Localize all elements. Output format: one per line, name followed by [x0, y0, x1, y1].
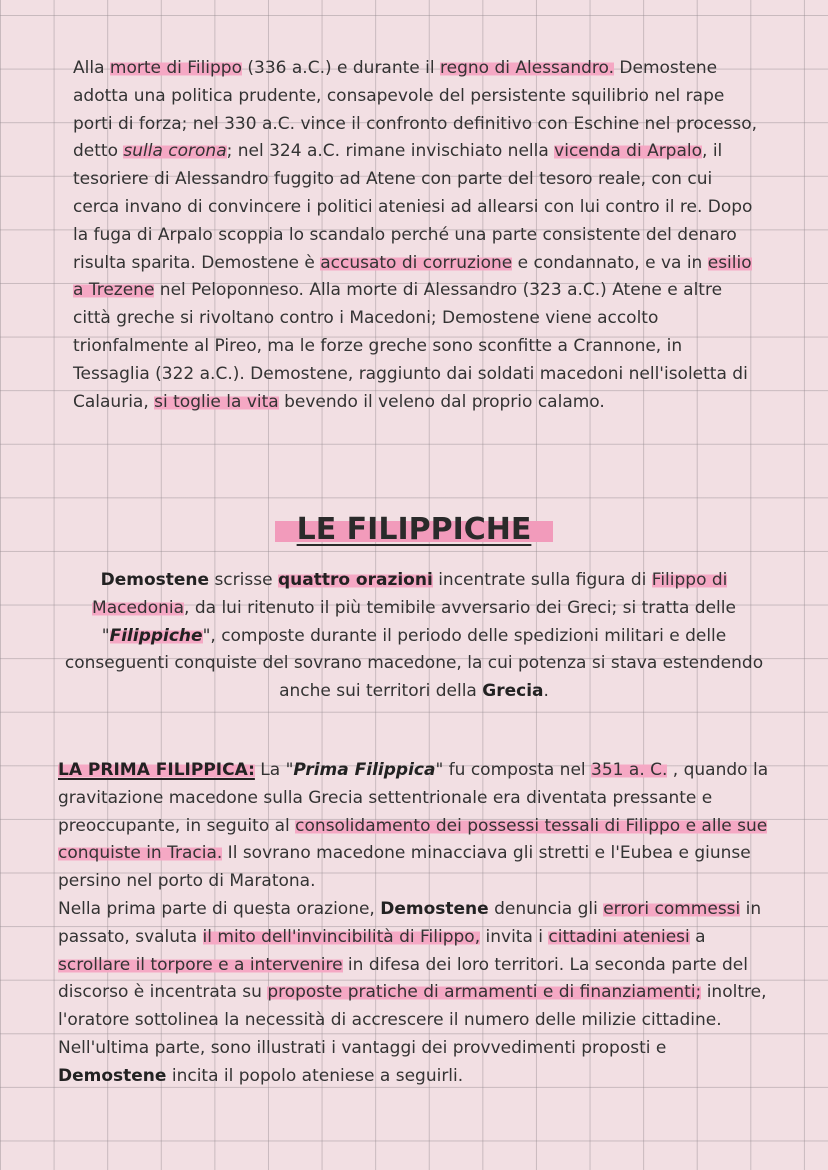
highlight: scrollare il torpore e a intervenire	[58, 954, 343, 975]
highlight: sulla corona	[123, 141, 227, 162]
text: Nella prima parte di questa orazione,	[58, 898, 381, 919]
highlight: cittadini ateniesi	[548, 926, 690, 947]
highlight: il mito dell'invincibilità di Filippo,	[202, 926, 481, 947]
bold-text: Demostene	[58, 1065, 167, 1086]
highlight: consolidamento dei possessi tessali di Filippo e alle sue conquiste in Tracia.	[58, 815, 768, 864]
highlight: Filippo di Macedonia	[92, 570, 728, 618]
text: ", composte durante il periodo delle spedizioni militari e delle conseguenti conquiste del sovrano macedone, la cui potenza si stava estendendo anche sui territori della	[64, 625, 764, 702]
text: La "	[254, 760, 294, 780]
text: bevendo il veleno dal proprio calamo.	[278, 391, 605, 412]
paragraph-prima-filippica	[58, 757, 770, 1091]
highlight: accusato di corruzione	[320, 252, 513, 273]
italic-title: Prima Filippica	[293, 760, 436, 780]
highlight: Filippiche	[109, 625, 203, 646]
text: (336 a.C.) e durante il	[242, 58, 441, 78]
highlight: morte di Filippo	[109, 58, 242, 78]
highlight: regno di Alessandro.	[440, 58, 615, 78]
text: , da lui ritenuto il più temibile avversario dei Greci; si tratta delle "	[101, 597, 736, 646]
text: , quando la gravitazione macedone sulla Grecia settentrionale era diventata pressante e preoccupante, in seguito al	[58, 760, 769, 836]
text: incita il popolo ateniese a seguirli.	[166, 1065, 464, 1086]
text: " fu composta nel	[435, 760, 592, 780]
text: e condannato, e va in	[512, 252, 708, 273]
text: .	[543, 681, 549, 702]
text: in difesa dei loro territori. La seconda parte del discorso è incentrata su	[58, 954, 748, 1003]
text: scrisse	[209, 570, 278, 590]
bold-text: Demostene	[100, 570, 210, 590]
text: Demostene adotta una politica prudente, consapevole del persistente squilibrio nel rape porti di forza; nel 330 a.C. vince il confronto definitivo con Eschine nel processo, detto	[73, 58, 758, 162]
text: invita i	[480, 926, 549, 947]
title-wrapper	[0, 510, 828, 549]
text: inoltre, l'oratore sottolinea la necessità di accrescere il numero delle milizie cittadine. Nell'ultima parte, sono illustrati i vantaggi dei provvedimenti proposti e	[58, 982, 767, 1058]
highlight: quattro orazioni	[277, 570, 433, 590]
paragraph-filippiche-intro	[60, 567, 768, 706]
bold-text: Grecia	[482, 681, 544, 702]
highlight: esilio a Trezene	[73, 252, 752, 301]
text: in passato, svaluta	[58, 898, 762, 947]
text: incentrate sulla figura di	[432, 570, 652, 590]
text: nel Peloponneso. Alla morte di Alessandro (323 a.C.) Atene e altre città greche si rivoltano contro i Macedoni; Demostene viene accolto trionfalmente al Pireo, ma le forze greche sono sconfitte a Crannone, in Tessaglia (322 a.C.). Demostene, raggiunto dai soldati macedoni nell'isoletta di Calauria,	[73, 280, 748, 412]
page-title: LE FILIPPICHE	[275, 510, 554, 549]
highlight: si toglie la vita	[154, 391, 279, 412]
text: denuncia gli	[488, 898, 604, 919]
text: ; nel 324 a.C. rimane invischiato nella	[226, 141, 555, 162]
text: , il tesoriere di Alessandro fuggito ad Atene con parte del tesoro reale, con cui cerca invano di convincere i politici ateniesi ad allearsi con lui contro il re. Dopo la fuga di Arpalo scoppia lo scandalo perché una parte consistente del denaro risulta sparita. Demostene è	[73, 141, 753, 273]
highlight: vicenda di Arpalo	[554, 141, 703, 162]
highlight: proposte pratiche di armamenti e di finanziamenti;	[267, 982, 702, 1003]
paragraph-demostene-biografia	[73, 55, 763, 416]
section-heading: LA PRIMA FILIPPICA:	[58, 760, 255, 780]
text: Il sovrano macedone minacciava gli stretti e l'Eubea e giunse persino nel porto di Maratona.	[58, 843, 751, 892]
highlight: errori commessi	[603, 898, 741, 919]
highlight: 351 a. C.	[591, 760, 668, 780]
text: Alla	[73, 58, 110, 78]
bold-text: Demostene	[380, 898, 489, 919]
text: a	[689, 926, 706, 947]
